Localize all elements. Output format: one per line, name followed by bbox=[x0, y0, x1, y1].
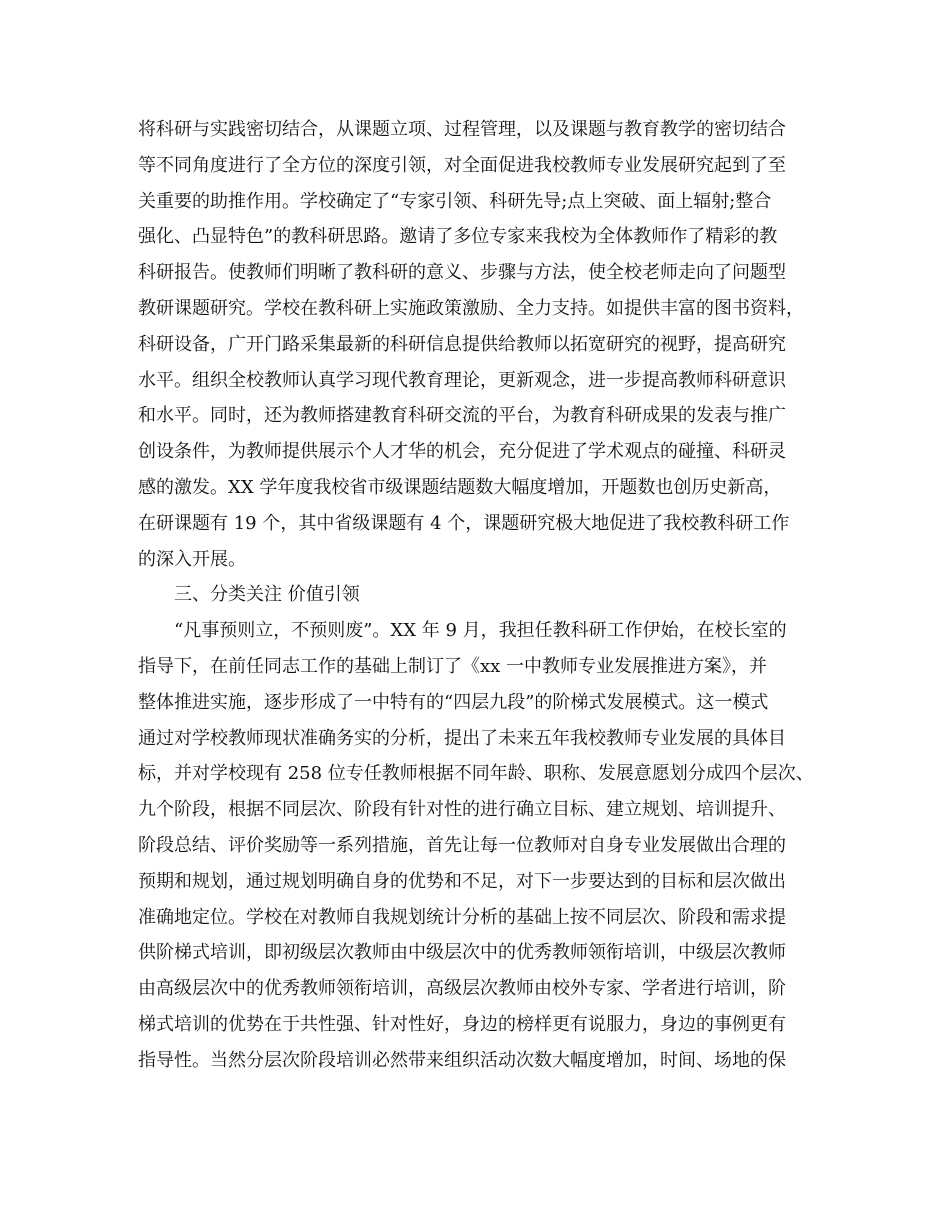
text-line: 和水平。同时，还为教师搭建教育科研交流的平台，为教育科研成果的发表与推广 bbox=[138, 405, 786, 427]
text-line: 水平。组织全校教师认真学习现代教育理论，更新观念，进一步提高教师科研意识 bbox=[138, 369, 786, 391]
text-line: 标，并对学校现有 258 位专任教师根据不同年龄、职称、发展意愿划分成四个层次、 bbox=[138, 763, 814, 785]
text-line: 通过对学校教师现状准确务实的分析，提出了未来五年我校教师专业发展的具体目 bbox=[138, 727, 786, 749]
text-line: 供阶梯式培训，即初级层次教师由中级层次中的优秀教师领衔培训，中级层次教师 bbox=[138, 942, 786, 964]
text-line: 等不同角度进行了全方位的深度引领，对全面促进我校教师专业发展研究起到了至 bbox=[138, 154, 786, 176]
text-line: 感的激发。XX 学年度我校省市级课题结题数大幅度增加，开题数也创历史新高， bbox=[138, 476, 782, 498]
text-line: 阶段总结、评价奖励等一系列措施，首先让每一位教师对自身专业发展做出合理的 bbox=[138, 834, 786, 856]
text-line: 创设条件，为教师提供展示个人才华的机会，充分促进了学术观点的碰撞、科研灵 bbox=[138, 441, 786, 463]
text-line: 由高级层次中的优秀教师领衔培训，高级层次教师由校外专家、学者进行培训，阶 bbox=[138, 978, 786, 1000]
text-line: 教研课题研究。学校在教科研上实施政策激励、全力支持。如提供丰富的图书资料， bbox=[138, 297, 804, 319]
text-line: 的深入开展。 bbox=[138, 548, 246, 570]
text-line: 科研报告。使教师们明晰了教科研的意义、步骤与方法，使全校老师走向了问题型 bbox=[138, 262, 786, 284]
text-line: 科研设备，广开门路采集最新的科研信息提供给教师以拓宽研究的视野，提高研究 bbox=[138, 333, 786, 355]
text-line: 九个阶段，根据不同层次、阶段有针对性的进行确立目标、建立规划、培训提升、 bbox=[138, 799, 786, 821]
text-line: 指导性。当然分层次阶段培训必然带来组织活动次数大幅度增加，时间、场地的保 bbox=[138, 1049, 786, 1071]
text-line: 关重要的助推作用。学校确定了“专家引领、科研先导;点上突破、面上辐射;整合 bbox=[138, 190, 772, 212]
text-line: 指导下，在前任同志工作的基础上制订了《xx 一中教师专业发展推进方案》，并 bbox=[138, 655, 768, 677]
text-line: 在研课题有 19 个，其中省级课题有 4 个，课题研究极大地促进了我校教科研工作 bbox=[138, 512, 790, 534]
text-line: 准确地定位。学校在对教师自我规划统计分析的基础上按不同层次、阶段和需求提 bbox=[138, 906, 786, 928]
section-heading: 三、分类关注 价值引领 bbox=[174, 584, 360, 606]
paragraph-first-line: “凡事预则立，不预则废”。XX 年 9 月，我担任教科研工作伊始，在校长室的 bbox=[174, 620, 787, 642]
text-line: 强化、凸显特色”的教科研思路。邀请了多位专家来我校为全体教师作了精彩的教 bbox=[138, 226, 778, 248]
text-line: 梯式培训的优势在于共性强、针对性好，身边的榜样更有说服力，身边的事例更有 bbox=[138, 1013, 786, 1035]
text-line: 预期和规划，通过规划明确自身的优势和不足，对下一步要达到的目标和层次做出 bbox=[138, 870, 786, 892]
text-line: 将科研与实践密切结合，从课题立项、过程管理，以及课题与教育教学的密切结合 bbox=[138, 119, 786, 140]
body-text bbox=[138, 112, 828, 1079]
text-line: 整体推进实施，逐步形成了一中特有的“四层九段”的阶梯式发展模式。这一模式 bbox=[138, 691, 769, 713]
